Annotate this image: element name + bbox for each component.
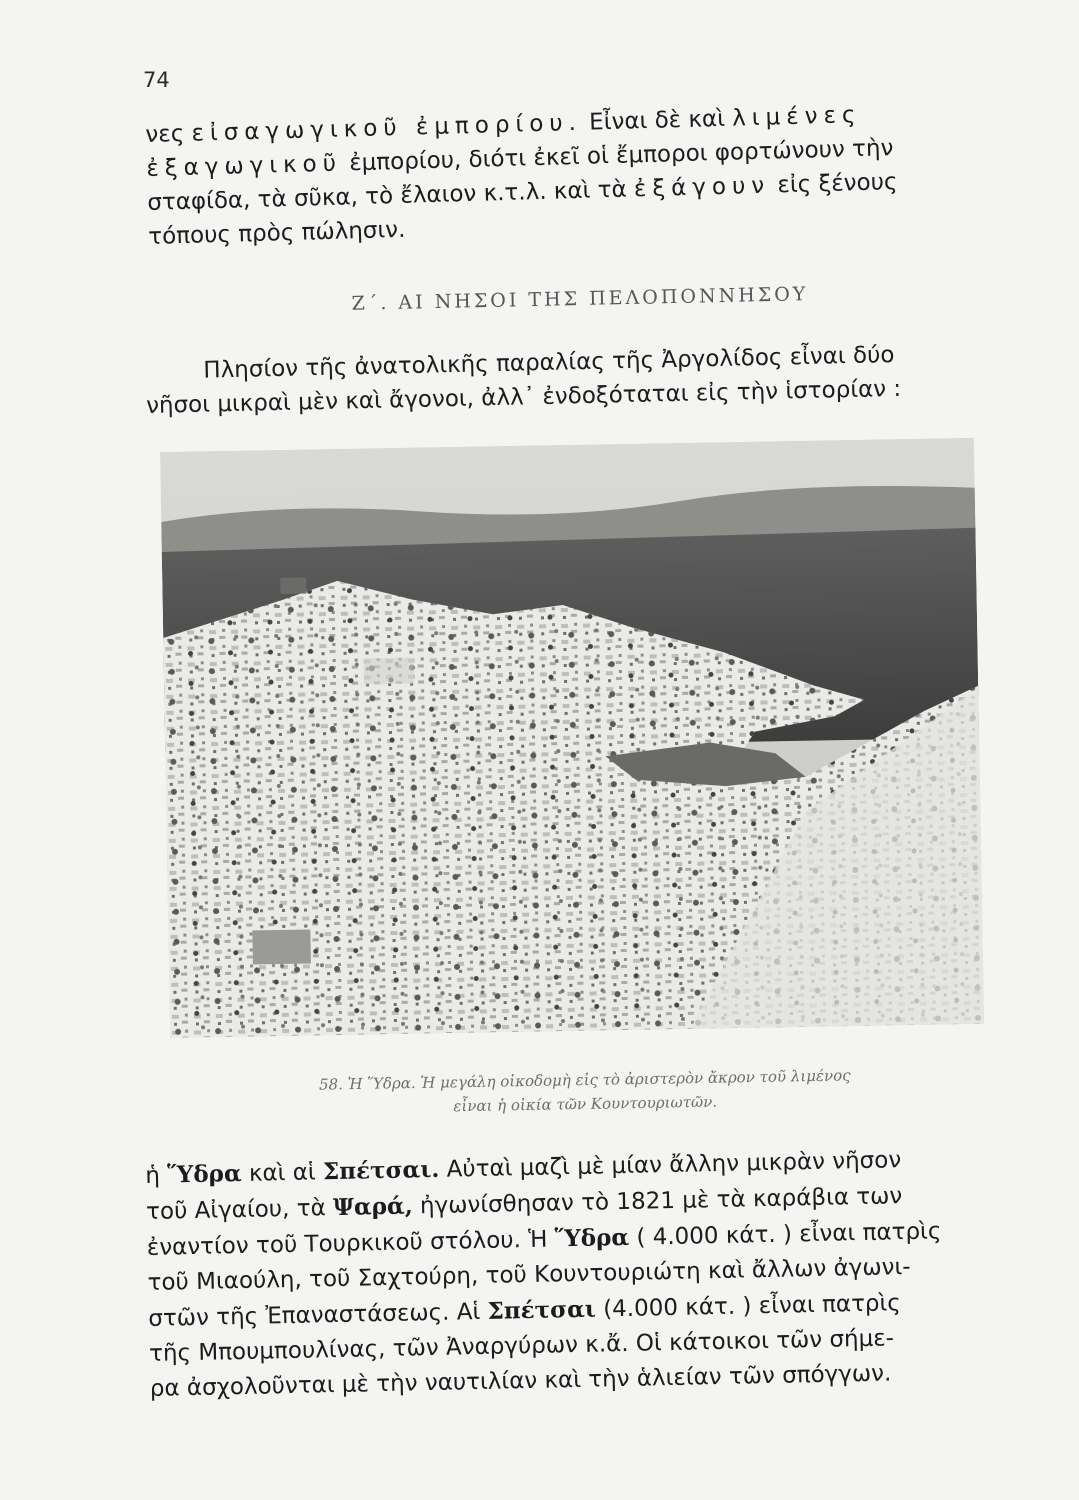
text-line: τοῦ Μιαούλη, τοῦ Σαχτούρη, τοῦ Κουντουριώτη καὶ ἄλλων ἀγωνι- [147,1253,911,1296]
paragraph-islands-intro [145,336,991,423]
photo-caption [190,1061,981,1123]
paragraph-ports [145,94,993,254]
section-heading: Ζ΄. ΑΙ ΝΗΣΟΙ ΤΗΣ ΠΕΛΟΠΟΝΝΗΣΟΥ [351,283,809,315]
hydra-photograph [160,438,984,1038]
text-line: ἡ Ὕδρα καὶ αἱ Σπέτσαι. Αὐταὶ μαζὶ μὲ μίαν ἄλλην μικρὰν νῆσον [145,1147,902,1189]
text-line: στῶν τῆς Ἐπαναστάσεως. Αἱ Σπέτσαι (4.000 κάτ. ) εἶναι πατρὶς [148,1290,902,1332]
text-line: Πλησίον τῆς ἀνατολικῆς παραλίας τῆς Ἀργολίδος εἶναι δύο [203,342,895,384]
caption-line: 58. Ἡ Ὕδρα. Ἡ μεγάλη οἰκοδομὴ εἰς τὸ ἀριστερὸν ἄκρον τοῦ λιμένος [318,1066,851,1094]
text-line: ἐξαγωγικοῦ ἐμπορίου, διότι ἐκεῖ οἱ ἔμποροι φορτώνουν τὴν [146,135,894,182]
text-line: ἐναντίον τοῦ Τουρκικοῦ στόλου. Ἡ Ὕδρα ( 4.000 κάτ. ) εἶναι πατρὶς [146,1218,942,1261]
text-line: τοῦ Αἰγαίου, τὰ Ψαρά, ἠγωνίσθησαν τὸ 1821 μὲ τὰ καράβια των [145,1183,903,1225]
text-line: τῆς Μπουμπουλίνας, τῶν Ἀναργύρων κ.ἄ. Οἱ κάτοικοι τῶν σήμε- [148,1325,895,1367]
text-line: νες εἰσαγωγικοῦ ἐμπορίου. Εἶναι δὲ καὶ λιμένες [145,102,862,148]
text-line: τόπους πρὸς πώλησιν. [147,216,406,250]
caption-line: εἶναι ἡ οἰκία τῶν Κουντουριωτῶν. [453,1092,718,1116]
text-line: νῆσοι μικραὶ μὲν καὶ ἄγονοι, ἀλλ᾽ ἐνδοξόταται εἰς τὴν ἱστορίαν : [145,375,902,419]
text-line: σταφίδα, τὰ σῦκα, τὸ ἔλαιον κ.τ.λ. καὶ τὰ ἐξάγουν εἰς ξένους [147,169,898,216]
text-line: ρα ἀσχολοῦνται μὲ τὴν ναυτιλίαν καὶ τὴν ἁλιείαν τῶν σπόγγων. [149,1360,892,1402]
paragraph-hydra-spetses [145,1140,995,1407]
photograph-image [160,438,984,1038]
page-number: 74 [143,68,170,92]
